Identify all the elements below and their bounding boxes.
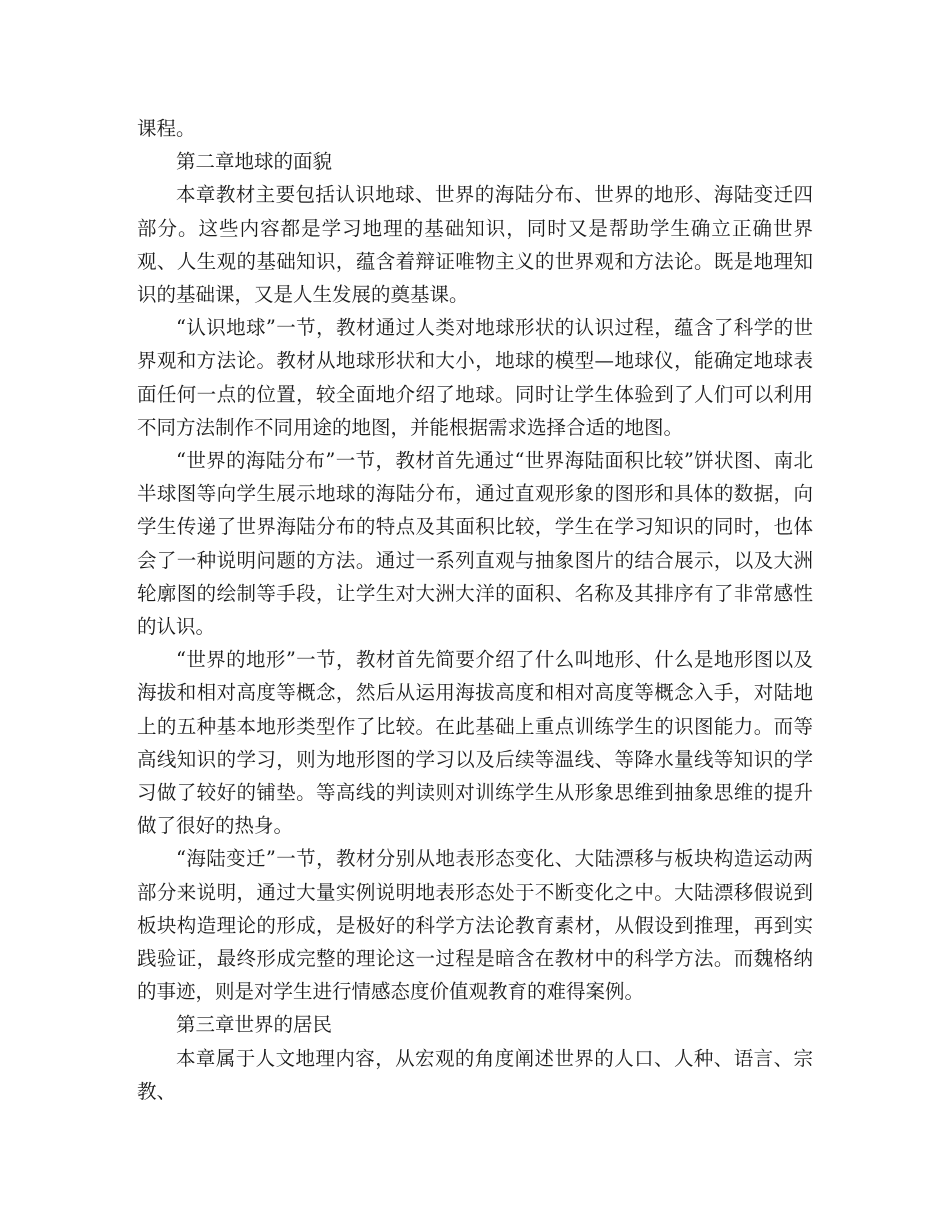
paragraph-land-sea-change: “海陆变迁”一节，教材分别从地表形态变化、大陆漂移与板块构造运动两部分来说明，通过大量实例说明地表形态处于不断变化之中。大陆漂移假说到板块构造理论的形成，是极好的科学方法论教育素材，从假设到推理，再到实践验证，最终形成完整的理论这一过程是暗含在教材中的科学方法。而魏格纳的事迹，则是对学生进行情感态度价值观教育的难得案例。 — [137, 847, 813, 1004]
paragraph-chapter2-intro: 本章教材主要包括认识地球、世界的海陆分布、世界的地形、海陆变迁四部分。这些内容都是学习地理的基础知识，同时又是帮助学生确立正确世界观、人生观的基础知识，蕴含着辩证唯物主义的世界观和方法论。既是地理知识的基础课，又是人生发展的奠基课。 — [137, 183, 813, 307]
paragraph-chapter3-intro: 本章属于人文地理内容，从宏观的角度阐述世界的人口、人种、语言、宗教、 — [137, 1046, 813, 1103]
document-body — [137, 112, 813, 1108]
paragraph-know-earth: “认识地球”一节，教材通过人类对地球形状的认识过程，蕴含了科学的世界观和方法论。教材从地球形状和大小，地球的模型—地球仪，能确定地球表面任何一点的位置，较全面地介绍了地球。同时让学生体验到了人们可以利用不同方法制作不同用途的地图，并能根据需求选择合适的地图。 — [137, 316, 813, 439]
chapter-heading-3: 第三章世界的居民 — [176, 1013, 333, 1037]
paragraph-land-sea-distribution: “世界的海陆分布”一节，教材首先通过“世界海陆面积比较”饼状图、南北半球图等向学生展示地球的海陆分布，通过直观形象的图形和具体的数据，向学生传递了世界海陆分布的特点及其面积比较，学生在学习知识的同时，也体会了一种说明问题的方法。通过一系列直观与抽象图片的结合展示，以及大洲轮廓图的绘制等手段，让学生对大洲大洋的面积、名称及其排序有了非常感性的认识。 — [137, 449, 813, 639]
chapter-heading-2: 第二章地球的面貌 — [176, 150, 333, 174]
continuation-text: 课程。 — [137, 117, 196, 140]
paragraph-world-terrain: “世界的地形”一节，教材首先简要介绍了什么叫地形、什么是地形图以及海拔和相对高度等概念，然后从运用海拔高度和相对高度等概念入手，对陆地上的五种基本地形类型作了比较。在此基础上重点训练学生的识图能力。而等高线知识的学习，则为地形图的学习以及后续等温线、等降水量线等知识的学习做了较好的铺垫。等高线的判读则对训练学生从形象思维到抽象思维的提升做了很好的热身。 — [137, 648, 813, 838]
